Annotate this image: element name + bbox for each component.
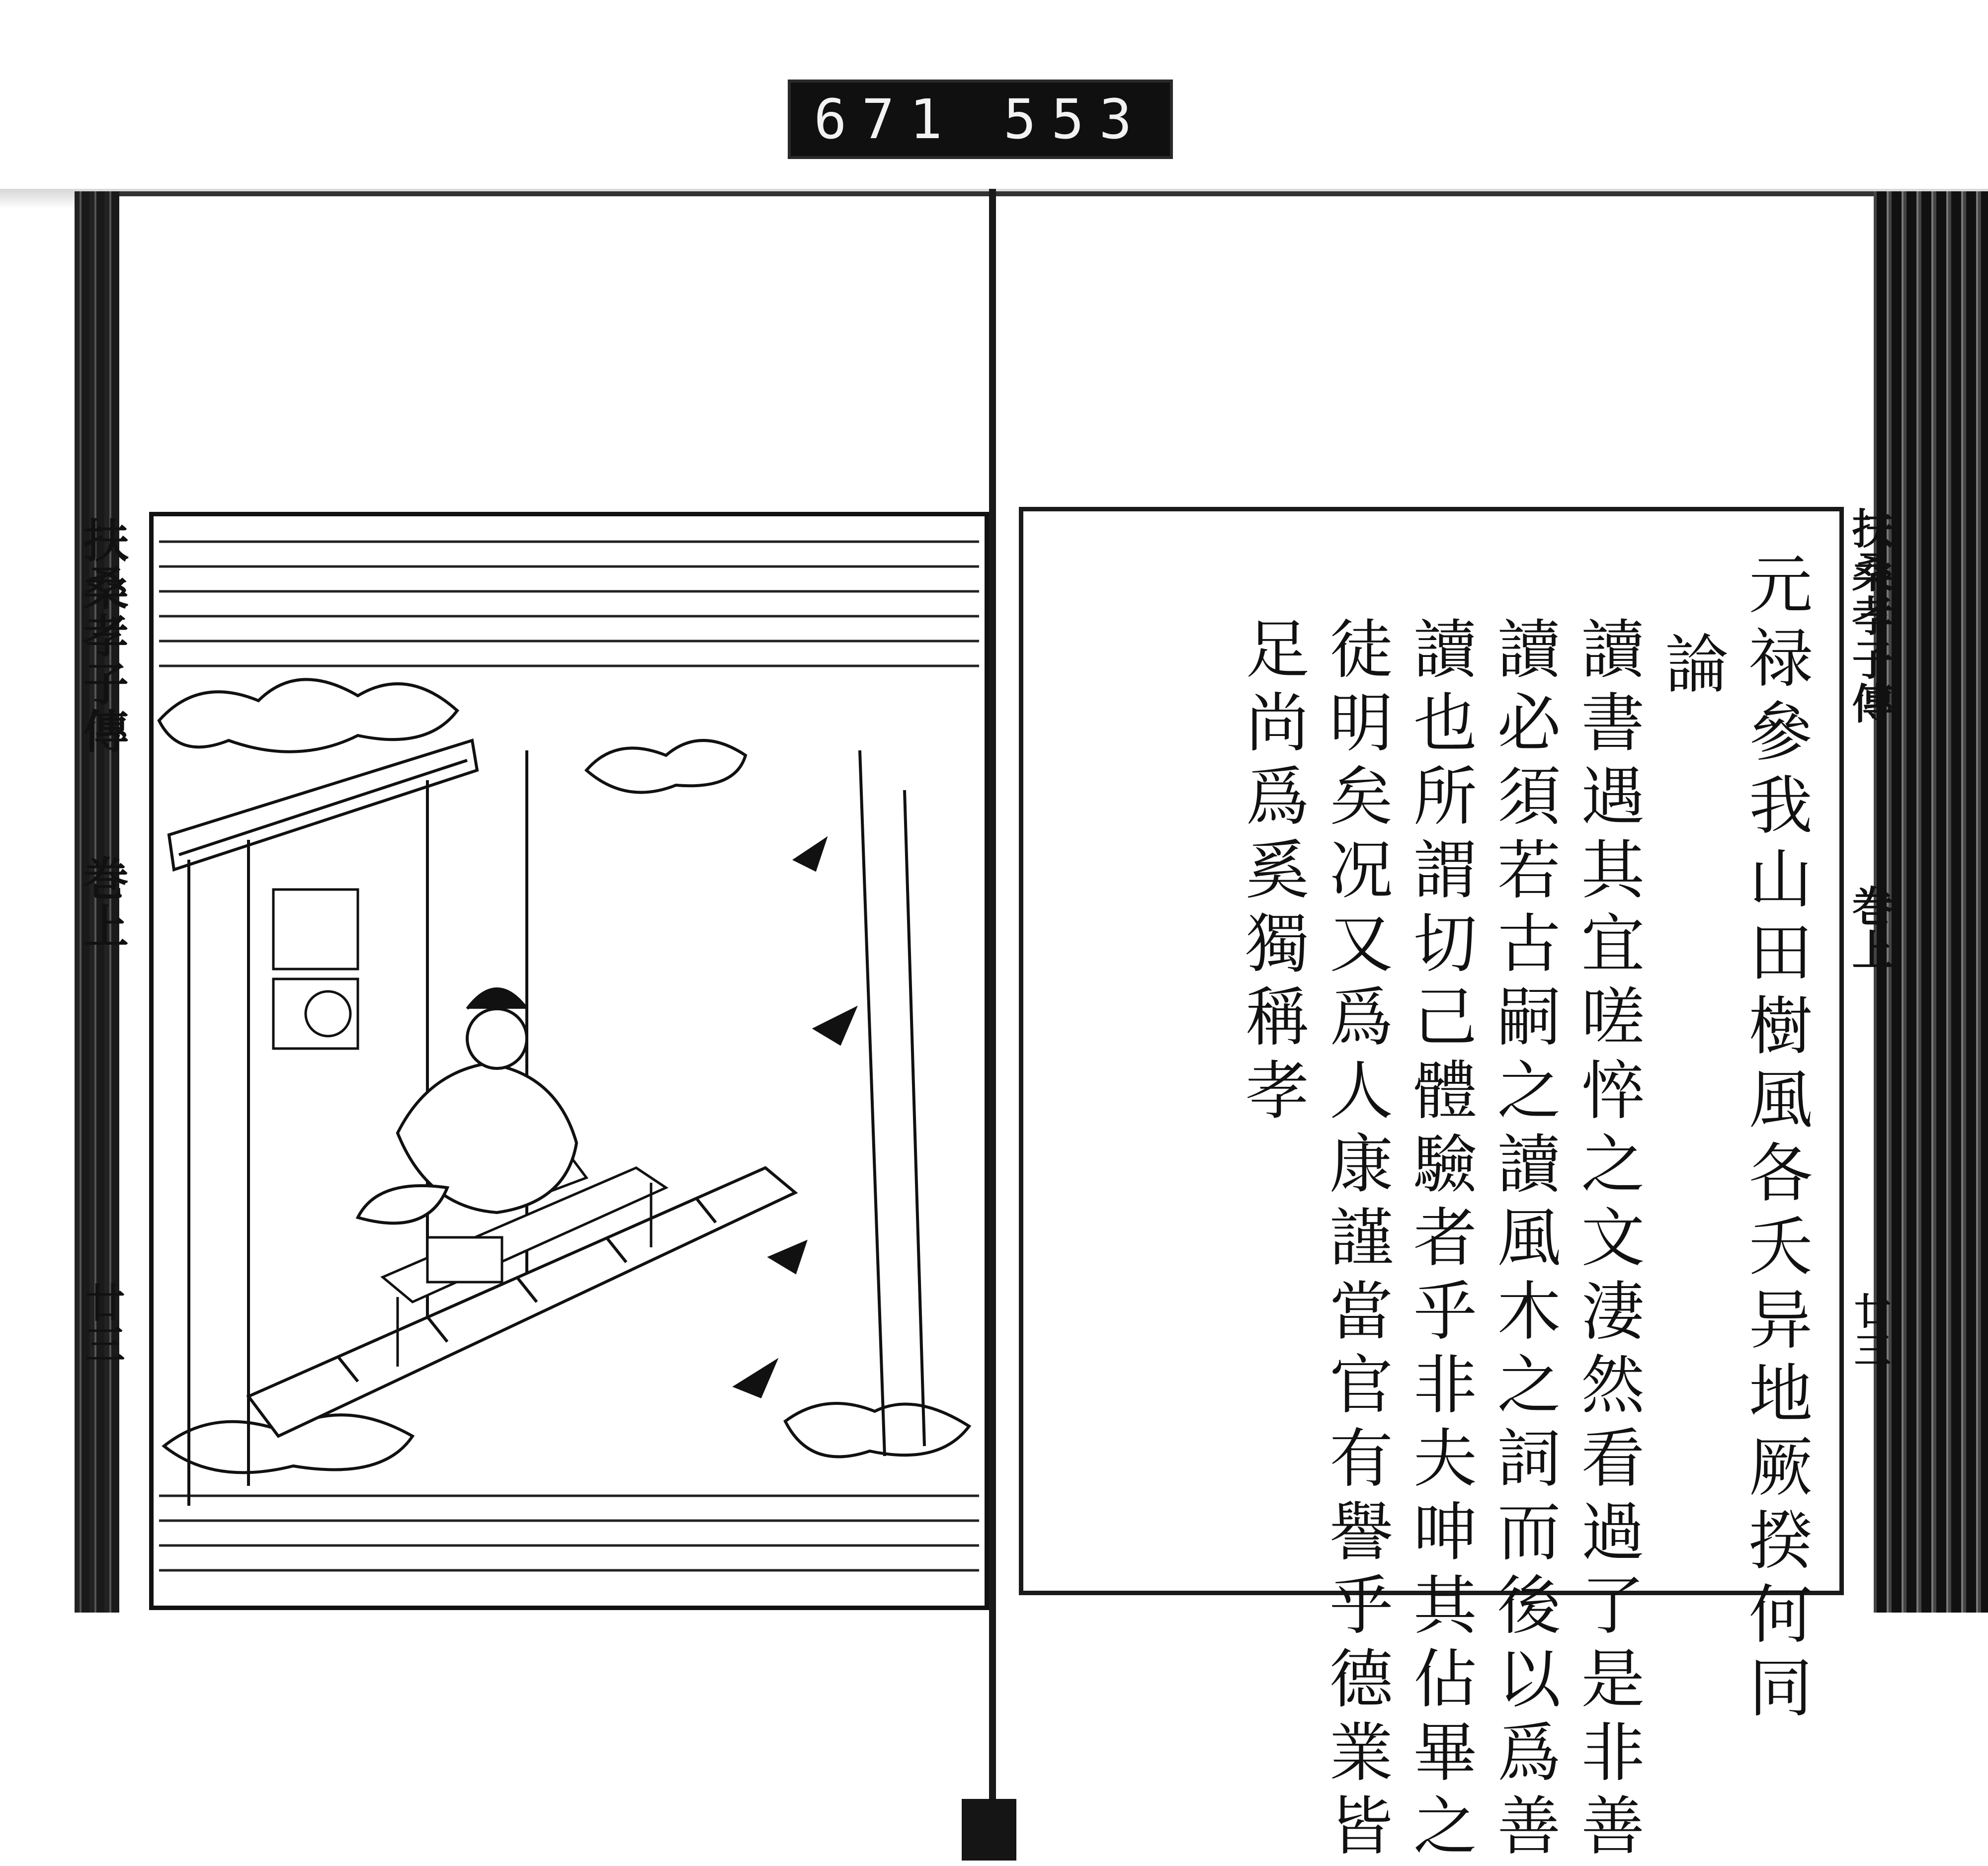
- text-column-7: 足尚爲奚獨稱孝: [1235, 616, 1309, 1131]
- book-spine: [989, 189, 996, 1861]
- left-margin-folio: 廿三: [79, 1282, 125, 1366]
- woodblock-illustration: [149, 512, 989, 1610]
- bookshelf: [273, 890, 358, 1049]
- film-right-number: 553: [1003, 87, 1147, 151]
- text-column-5: 讀也所謂切己體驗者乎非夫呻其佔畢之: [1402, 616, 1477, 1866]
- text-column-4: 讀必須若古嗣之讀風木之詞而後以爲善: [1486, 616, 1561, 1866]
- section-heading-ron: 論: [1654, 631, 1729, 704]
- right-margin-folio: 廿三: [1848, 1292, 1891, 1370]
- text-column-1: 元禄參我山田樹風各夭异地厥揆何同: [1738, 551, 1812, 1728]
- left-margin-volume: 巻上: [76, 855, 129, 950]
- text-panel: [1019, 507, 1844, 1866]
- left-margin-title: 扶桑孝子傳: [76, 517, 129, 755]
- right-margin-title: 扶桑孝子傳: [1845, 507, 1895, 726]
- vertical-text-columns: [1235, 551, 1812, 1866]
- spine-base: [962, 1799, 1016, 1861]
- film-frame-label: [788, 80, 1173, 159]
- right-margin-volume: 巻上: [1845, 885, 1895, 972]
- text-column-6: 徒明矣况又爲人康謹當官有譽乎德業皆: [1319, 616, 1393, 1866]
- film-left-number: 671: [814, 87, 958, 151]
- text-column-3: 讀書遇其宜嗟悴之文淒然看過了是非善: [1570, 616, 1645, 1866]
